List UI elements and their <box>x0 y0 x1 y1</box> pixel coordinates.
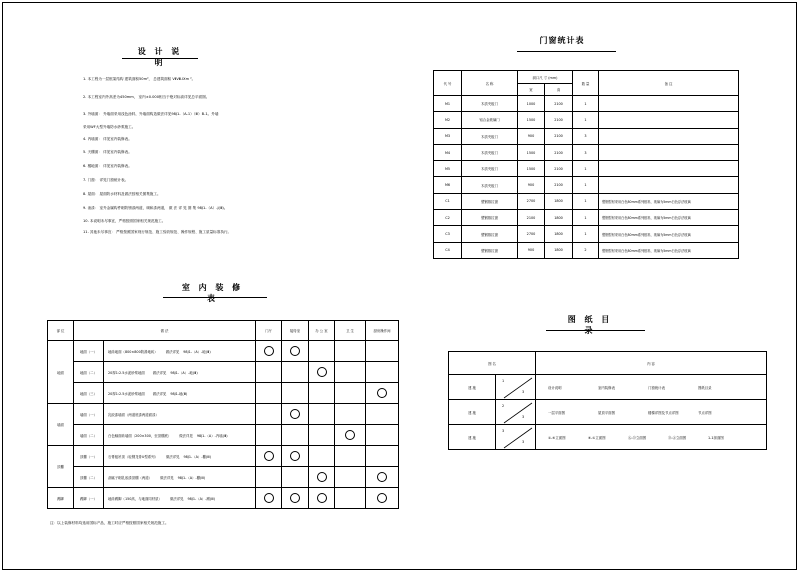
table-row <box>48 404 399 425</box>
drawing-content-item: Ⓐ-Ⓓ立面图 <box>628 435 647 440</box>
finish-ref: 98J1-（A）-地(Ⅲ) <box>170 370 198 375</box>
drawing-total: 3 <box>522 390 525 394</box>
finish-ref-label: 做法详见 <box>179 433 193 438</box>
col-header-room-3: 办 公 室 <box>309 321 335 341</box>
finish-mark-cell <box>309 467 335 488</box>
drawing-content-item: 一层平面图 <box>548 410 565 415</box>
col-header-name: 名 称 <box>462 71 518 96</box>
finish-mark-cell <box>309 341 335 362</box>
col-header-room-5: 厨房操作间 <box>366 321 399 341</box>
dw-cell-code: M6 <box>434 177 462 193</box>
circle-mark-icon <box>264 346 274 356</box>
finish-mark-cell <box>282 383 309 404</box>
finish-ref-label: 做法详见 <box>152 370 167 375</box>
doors-windows-table <box>433 70 739 259</box>
finish-item: 顶棚（一） <box>74 446 104 467</box>
dw-cell-remark: 塑钢型材采用白色80mm系列框料，玻璃为5mm白色浮法玻璃 <box>599 226 739 242</box>
dw-cell-remark: 塑钢型材采用白色80mm系列框料，玻璃为5mm白色浮法玻璃 <box>599 242 739 258</box>
finish-mark-cell <box>335 404 366 425</box>
finish-item: 地面（二） <box>74 362 104 383</box>
col-header-qty: 数 量 <box>573 71 599 96</box>
finish-description-cell <box>104 341 256 362</box>
design-note-line: 6. 楼地面： 详见室内装修表。 <box>83 164 132 168</box>
finish-mark-cell <box>366 425 399 446</box>
dw-cell-qty: 1 <box>573 161 599 177</box>
dw-cell-qty: 1 <box>573 226 599 242</box>
dw-cell-w: 1000 <box>518 96 545 112</box>
finish-mark-cell <box>282 425 309 446</box>
finish-ref-label: 做法详见 <box>160 475 174 480</box>
dw-cell-name: 木质夹板门 <box>462 161 518 177</box>
finish-group: 顶棚 <box>48 446 74 488</box>
finish-mark-cell <box>309 488 335 509</box>
drawing-number: 2 <box>502 404 505 408</box>
dw-cell-w: 1500 <box>518 161 545 177</box>
table-row <box>48 383 399 404</box>
drawing-content-item: 1-1剖面图 <box>708 435 724 440</box>
table-row <box>449 425 767 450</box>
dw-cell-name: 木质夹板门 <box>462 128 518 144</box>
dw-cell-h: 2100 <box>545 161 573 177</box>
design-notes-title-underline <box>122 58 198 59</box>
finish-mark-cell <box>335 425 366 446</box>
drawing-content-item: 门窗统计表 <box>648 385 665 390</box>
finish-mark-cell <box>256 341 282 362</box>
table-row <box>434 210 739 226</box>
finish-mark-cell <box>366 467 399 488</box>
finish-description: 地砖踢脚（150高，与地面同材质） <box>108 496 162 501</box>
finishes-title: 室 内 装 修 表 <box>181 283 244 303</box>
finish-mark-cell <box>335 467 366 488</box>
circle-mark-icon <box>377 388 387 398</box>
finish-mark-cell <box>256 446 282 467</box>
finish-mark-cell <box>309 425 335 446</box>
circle-mark-icon <box>345 430 355 440</box>
dw-cell-remark <box>599 128 739 144</box>
dw-cell-remark <box>599 161 739 177</box>
table-row <box>48 467 399 488</box>
dw-cell-qty: 1 <box>573 177 599 193</box>
circle-mark-icon <box>290 451 300 461</box>
drawing-content <box>536 400 767 425</box>
drawing-number-cell <box>496 400 536 425</box>
finish-mark-cell <box>256 467 282 488</box>
design-note-line: 8. 屋面： 屋面防水材料及做法按相关图集施工。 <box>83 192 161 196</box>
design-note-line: 5. 天棚面： 详见室内装修表。 <box>83 150 132 154</box>
design-note-line: 1. 本工程为一层框架结构 建筑面积50m²， 总建筑面积 ⅦⅧ.Ⅸm ²。 <box>83 77 196 81</box>
drawing-content-item: 屋顶平面图 <box>598 410 615 415</box>
dw-cell-h: 2100 <box>545 112 573 128</box>
drawing-index-title: 图 纸 目 录 <box>567 315 613 335</box>
dw-cell-name: 塑钢推拉窗 <box>462 193 518 209</box>
drawing-content-item: 室内装修表 <box>598 385 615 390</box>
finish-ref: 98J1-地(Ⅲ) <box>170 391 188 396</box>
table-row <box>434 161 739 177</box>
dw-cell-name: 木质夹板门 <box>462 177 518 193</box>
design-note-line: 10. 本说明未尽事宜，严格按照国家相关规范施工。 <box>83 219 166 223</box>
finish-description: 白色釉面砖墙面（200×300，至顶棚底） <box>108 433 172 438</box>
finish-mark-cell <box>335 362 366 383</box>
circle-mark-icon <box>317 493 327 503</box>
table-row <box>449 400 767 425</box>
doors-windows-title: 门窗统计表 <box>539 36 585 45</box>
dw-cell-code: M4 <box>434 144 462 160</box>
drawing-number-cell <box>496 375 536 400</box>
finish-group: 墙面 <box>48 404 74 446</box>
drawing-content-item: ①-⑥立面图 <box>548 435 566 440</box>
dw-cell-remark: 塑钢型材采用白色80mm系列框料，玻璃为5mm白色浮法玻璃 <box>599 210 739 226</box>
finish-item: 墙面（二） <box>74 425 104 446</box>
finish-mark-cell <box>256 488 282 509</box>
drawing-content-item: ⑥-①立面图 <box>588 435 606 440</box>
drawing-name: 建 施 <box>449 375 496 400</box>
col-header-remark: 备 注 <box>599 71 739 96</box>
dw-cell-h: 1800 <box>545 242 573 258</box>
dw-cell-remark <box>599 96 739 112</box>
table-row <box>434 144 739 160</box>
dw-cell-w: 2100 <box>518 210 545 226</box>
dw-cell-remark <box>599 112 739 128</box>
col-header-room-1: 门厅 <box>256 321 282 341</box>
dw-cell-code: C4 <box>434 242 462 258</box>
drawing-content <box>536 425 767 450</box>
table-row <box>434 128 739 144</box>
finish-description: 刮腻子刷乳胶漆顶棚（两道） <box>108 475 153 480</box>
finish-description-cell <box>104 362 256 383</box>
finish-mark-cell <box>309 446 335 467</box>
drawing-number: 1 <box>502 379 505 383</box>
dw-cell-qty: 1 <box>573 193 599 209</box>
finish-mark-cell <box>256 362 282 383</box>
dw-cell-h: 2100 <box>545 177 573 193</box>
col-header-room-4: 卫 生 <box>335 321 366 341</box>
dw-cell-qty: 1 <box>573 210 599 226</box>
design-note-line: 9. 油漆： 室外金属构件刷防锈漆两道，调和漆两道， 做 法 详 见 图 集 98J1-（A）-J(Ⅲ)。 <box>83 206 228 210</box>
finish-ref: 98J1-（A）-内墙(Ⅲ) <box>196 433 228 438</box>
circle-mark-icon <box>317 472 327 482</box>
finish-description: 地砖地面（800×800防滑地砖） <box>108 349 158 354</box>
finish-description-cell <box>104 425 256 446</box>
finish-ref: 98J1-（A）-踢(Ⅲ) <box>187 496 215 501</box>
dw-cell-code: C2 <box>434 210 462 226</box>
finish-description-cell <box>104 446 256 467</box>
finish-mark-cell <box>335 488 366 509</box>
finish-mark-cell <box>366 404 399 425</box>
circle-mark-icon <box>290 346 300 356</box>
table-row <box>48 488 399 509</box>
dw-cell-name: 木质夹板门 <box>462 144 518 160</box>
drawing-number-cell <box>496 425 536 450</box>
finish-item: 地面（一） <box>74 341 104 362</box>
circle-mark-icon <box>264 451 274 461</box>
dw-cell-h: 1800 <box>545 226 573 242</box>
finishes-table <box>47 320 399 509</box>
finish-group: 地面 <box>48 341 74 404</box>
finish-mark-cell <box>366 362 399 383</box>
finish-mark-cell <box>309 404 335 425</box>
dw-cell-h: 2100 <box>545 144 573 160</box>
dw-cell-w: 900 <box>518 128 545 144</box>
table-row <box>48 446 399 467</box>
dw-cell-code: C1 <box>434 193 462 209</box>
design-note-line: 采用WF大型外墙防水砂浆施工。 <box>83 125 136 129</box>
dw-cell-w: 1500 <box>518 144 545 160</box>
drawing-index-title-underline <box>546 330 645 331</box>
dw-cell-w: 2700 <box>518 226 545 242</box>
finish-mark-cell <box>366 341 399 362</box>
circle-mark-icon <box>290 409 300 419</box>
table-row <box>434 96 739 112</box>
finish-description-cell <box>104 467 256 488</box>
table-row <box>449 375 767 400</box>
design-note-line: 2. 本工程室内外高差为450mm， 室内±0.000相当于绝对标高详见总平面图。 <box>83 95 210 99</box>
dw-cell-remark: 塑钢型材采用白色80mm系列框料，玻璃为5mm白色浮法玻璃 <box>599 193 739 209</box>
finish-mark-cell <box>366 383 399 404</box>
finish-description: 乳胶漆墙面（两道底漆两道面漆） <box>108 412 159 417</box>
dw-cell-h: 2100 <box>545 128 573 144</box>
finish-ref: 98J1-（A）-棚(Ⅲ) <box>183 454 211 459</box>
finish-item: 顶棚（二） <box>74 467 104 488</box>
dw-cell-name: 木质夹板门 <box>462 96 518 112</box>
finish-ref-label: 做法详见 <box>169 496 184 501</box>
table-row <box>434 193 739 209</box>
col-header-room-2: 接待室 <box>282 321 309 341</box>
finish-mark-cell <box>366 488 399 509</box>
col-header-method: 做 法 <box>74 321 256 341</box>
finish-description-cell <box>104 404 256 425</box>
design-note-line: 7. 门窗： 详见门窗统计表。 <box>83 178 129 182</box>
design-note-line: 11. 其他未尽事宜： 严格按照国家现行规范、施工验收规范、操作规程、施工质量标准执行。 <box>83 230 232 234</box>
finish-item: 墙面（一） <box>74 404 104 425</box>
circle-mark-icon <box>377 472 387 482</box>
design-notes-title: 设 计 说 明 <box>137 47 183 67</box>
dw-cell-qty: 3 <box>573 144 599 160</box>
finish-mark-cell <box>282 404 309 425</box>
finish-mark-cell <box>282 488 309 509</box>
col-header-code: 代 号 <box>434 71 462 96</box>
finish-mark-cell <box>282 446 309 467</box>
dw-cell-qty: 2 <box>573 242 599 258</box>
drawing-total: 3 <box>522 440 525 444</box>
table-row <box>48 362 399 383</box>
finish-mark-cell <box>309 383 335 404</box>
col-header-size: 洞口尺 寸 (mm) <box>518 71 573 84</box>
dw-cell-code: M3 <box>434 128 462 144</box>
dw-cell-w: 900 <box>518 177 545 193</box>
design-note-line: 3. 外墙面： 外墙面采用浅色涂料，外墙面构造做法详见98J1-（A-1）（Ⅲ）B-1。外墙 <box>83 112 219 116</box>
table-row <box>48 341 399 362</box>
design-note-line: 4. 内墙面： 详见室内装修表。 <box>83 137 132 141</box>
col-header-part: 部 位 <box>48 321 74 341</box>
finish-mark-cell <box>335 383 366 404</box>
finish-mark-cell <box>282 467 309 488</box>
table-row <box>434 226 739 242</box>
drawing-content-item: 设计说明 <box>548 385 562 390</box>
dw-cell-name: 塑钢推拉窗 <box>462 210 518 226</box>
dw-cell-h: 2100 <box>545 96 573 112</box>
table-row <box>434 242 739 258</box>
drawing-name: 建 施 <box>449 425 496 450</box>
table-row <box>434 112 739 128</box>
finish-item: 地面（三） <box>74 383 104 404</box>
finish-ref: 98J1-（A）-地(Ⅲ) <box>183 349 211 354</box>
dw-cell-w: 900 <box>518 242 545 258</box>
drawing-index-table <box>448 351 767 450</box>
drawing-content <box>536 375 767 400</box>
finish-mark-cell <box>309 362 335 383</box>
dw-cell-qty: 3 <box>573 128 599 144</box>
dw-cell-remark <box>599 144 739 160</box>
col-header-content: 内 容 <box>536 352 767 375</box>
finish-ref-label: 做法详见 <box>165 349 180 354</box>
finish-description: 20厚1:2.5水泥砂浆地面 <box>108 391 145 396</box>
table-row <box>48 425 399 446</box>
finish-description: 石膏板吊顶（轻钢龙骨U型系列） <box>108 454 158 459</box>
finish-mark-cell <box>335 341 366 362</box>
circle-mark-icon <box>290 493 300 503</box>
dw-cell-name: 塑钢推拉窗 <box>462 242 518 258</box>
circle-mark-icon <box>377 493 387 503</box>
circle-mark-icon <box>317 367 327 377</box>
finish-ref: 98J1-（A）-棚(Ⅲ) <box>177 475 206 480</box>
dw-cell-h: 1800 <box>545 210 573 226</box>
table-row <box>434 177 739 193</box>
dw-cell-qty: 1 <box>573 112 599 128</box>
drawing-content-item: 节点详图 <box>698 410 712 415</box>
finish-description-cell <box>104 383 256 404</box>
dw-cell-w: 2700 <box>518 193 545 209</box>
dw-cell-w: 1500 <box>518 112 545 128</box>
finish-item: 踢脚（一） <box>74 488 104 509</box>
finish-mark-cell <box>256 404 282 425</box>
drawing-content-item: 图纸目录 <box>698 385 712 390</box>
drawing-total: 3 <box>522 415 525 419</box>
drawing-name: 建 施 <box>449 400 496 425</box>
col-header-drawing-name: 图 名 <box>449 352 536 375</box>
finish-mark-cell <box>282 362 309 383</box>
finish-mark-cell <box>256 383 282 404</box>
drawing-number: 3 <box>502 429 505 433</box>
dw-cell-code: C3 <box>434 226 462 242</box>
finish-description: 20厚1:2.5水泥砂浆地面 <box>108 370 145 375</box>
dw-cell-name: 铝合金玻璃门 <box>462 112 518 128</box>
dw-cell-remark <box>599 177 739 193</box>
drawing-content-item: 楼梯详图及节点详图 <box>648 410 679 415</box>
col-header-width: 宽 <box>518 84 545 96</box>
doors-windows-title-underline <box>517 51 616 52</box>
finishes-note: 注：以上装修材料均选用国标产品，施工时应严格按照国家相关规范施工。 <box>50 521 169 525</box>
finish-ref-label: 做法详见 <box>152 391 167 396</box>
finish-mark-cell <box>282 341 309 362</box>
finish-ref-label: 做法详见 <box>165 454 180 459</box>
finishes-title-underline <box>163 297 267 298</box>
drawing-content-item: Ⓓ-Ⓐ立面图 <box>668 435 687 440</box>
finish-mark-cell <box>366 446 399 467</box>
col-header-height: 高 <box>545 84 573 96</box>
finish-group: 踢脚 <box>48 488 74 509</box>
dw-cell-name: 塑钢推拉窗 <box>462 226 518 242</box>
dw-cell-code: M1 <box>434 96 462 112</box>
finish-mark-cell <box>335 446 366 467</box>
finish-description-cell <box>104 488 256 509</box>
dw-cell-code: M5 <box>434 161 462 177</box>
finish-mark-cell <box>256 425 282 446</box>
circle-mark-icon <box>264 493 274 503</box>
dw-cell-code: M2 <box>434 112 462 128</box>
dw-cell-h: 1800 <box>545 193 573 209</box>
dw-cell-qty: 1 <box>573 96 599 112</box>
